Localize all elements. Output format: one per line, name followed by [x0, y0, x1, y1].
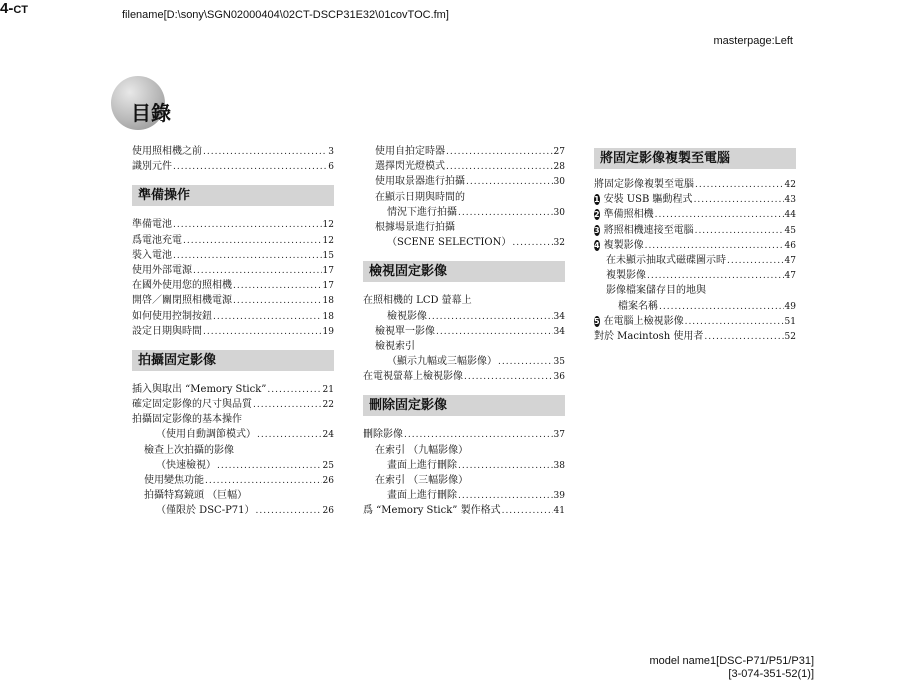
toc-entry[interactable] — [132, 217, 334, 232]
toc-entry[interactable] — [363, 354, 565, 369]
toc-entry[interactable] — [363, 293, 565, 308]
dot-leader — [256, 504, 322, 519]
toc-entry-title: 拍攝特寫鏡頭 （巨幅） — [144, 490, 248, 502]
spacer — [132, 339, 334, 350]
toc-entry[interactable] — [132, 427, 334, 442]
toc-entry-title: 將固定影像複製至電腦 — [594, 179, 694, 190]
toc-entry-page: 51 — [784, 316, 796, 327]
toc-entry-page: 34 — [553, 326, 565, 337]
toc-entry[interactable] — [132, 309, 334, 324]
dot-leader — [404, 428, 553, 443]
toc-entry-page: 42 — [784, 180, 796, 190]
filename-header: filename[D:\sony\SGN02000404\02CT-DSCP31E32\01covTOC.fm] — [122, 9, 449, 21]
dot-leader — [685, 315, 784, 330]
toc-entry-page: 22 — [322, 400, 334, 411]
dot-leader — [267, 383, 321, 398]
toc-entry[interactable] — [363, 427, 565, 442]
toc-entry-title: 在索引 （九幅影像） — [375, 444, 469, 456]
dot-leader — [436, 325, 553, 340]
toc-entry-page: 28 — [553, 162, 565, 173]
toc-entry[interactable] — [363, 324, 565, 339]
dot-leader — [695, 224, 784, 239]
toc-entry-title: 情況下進行拍攝 — [387, 206, 457, 218]
toc-entry-page: 3 — [328, 147, 334, 157]
toc-entry[interactable] — [594, 253, 796, 268]
dot-leader — [458, 489, 553, 504]
toc-entry-title: 使用照相機之前 — [132, 146, 202, 157]
toc-entry-page: 49 — [784, 301, 796, 312]
masterpage-label: masterpage:Left — [713, 35, 793, 47]
dot-leader — [203, 145, 327, 160]
toc-entry-page: 18 — [322, 311, 334, 322]
toc-entry-page: 37 — [553, 430, 565, 441]
toc-entry-title: 檢視影像 — [387, 310, 427, 322]
toc-entry-page: 15 — [322, 250, 334, 261]
toc-entry-title: 影像檔案儲存目的地與 — [606, 285, 706, 297]
toc-entry[interactable] — [363, 190, 565, 205]
toc-entry[interactable] — [132, 144, 334, 159]
toc-entry[interactable] — [594, 177, 796, 192]
toc-entry-page: 47 — [784, 271, 796, 282]
dot-leader — [645, 239, 784, 254]
toc-entry-title: 裝入電池 — [132, 249, 172, 261]
toc-entry-title: （顯示九幅或三幅影像） — [387, 356, 497, 368]
toc-entry[interactable] — [363, 473, 565, 488]
toc-entry-title: 在國外使用您的照相機 — [132, 280, 232, 292]
toc-entry[interactable] — [132, 263, 334, 278]
toc-entry-title: 檢視單一影像 — [375, 325, 435, 337]
dot-leader — [203, 325, 322, 340]
model-line-2: [3-074-351-52(1)] — [728, 668, 814, 680]
toc-entry-title: 準備照相機 — [603, 209, 654, 221]
toc-entry-title: 爲電池充電 — [132, 234, 182, 246]
dot-leader — [464, 370, 553, 385]
dot-leader — [458, 459, 553, 474]
toc-entry-title: 檔案名稱 — [618, 300, 658, 312]
dot-leader — [253, 398, 322, 413]
toc-entry-title: 使用自拍定時器 — [375, 146, 445, 157]
spacer — [132, 371, 334, 382]
toc-entry-title: 準備電池 — [132, 219, 172, 231]
dot-leader — [446, 160, 553, 175]
toc-entry[interactable] — [594, 192, 796, 207]
toc-entry-title: 在電視螢幕上檢視影像 — [363, 371, 463, 383]
toc-column-2 — [363, 144, 565, 519]
toc-entry-title: （僅限於 DSC-P71） — [156, 505, 255, 517]
toc-entry[interactable] — [363, 488, 565, 503]
toc-entry-title: 對於 Macintosh 使用者 — [594, 330, 704, 342]
toc-entry-page: 17 — [322, 265, 334, 276]
section-heading: 檢視固定影像 — [363, 261, 565, 282]
toc-entry-page: 17 — [322, 281, 334, 292]
section-heading: 拍攝固定影像 — [132, 350, 334, 371]
dot-leader — [193, 264, 322, 279]
page-number-value: 4- — [0, 0, 14, 17]
toc-entry[interactable] — [132, 159, 334, 174]
toc-column-1 — [132, 144, 334, 519]
toc-entry[interactable] — [132, 248, 334, 263]
toc-entry[interactable] — [132, 324, 334, 339]
toc-entry[interactable] — [363, 309, 565, 324]
toc-entry-title: 複製影像 — [603, 239, 644, 251]
page-number-suffix: CT — [13, 4, 29, 16]
dot-leader — [727, 254, 784, 269]
toc-entry-page: 26 — [322, 506, 334, 517]
step-number-icon: 5 — [594, 316, 600, 326]
toc-entry-title: 拍攝固定影像的基本操作 — [132, 414, 242, 426]
dot-leader — [233, 294, 322, 309]
toc-entry-title: 根據場景進行拍攝 — [375, 221, 455, 233]
toc-entry-page: 39 — [553, 491, 565, 502]
toc-entry-title: 檢查上次拍攝的影像 — [144, 444, 234, 456]
spacer — [363, 282, 565, 293]
dot-leader — [257, 428, 322, 443]
toc-entry-title: 複製影像 — [606, 270, 646, 282]
page-title: 目錄 — [131, 101, 171, 125]
toc-entry-title: 在未顯示抽取式磁碟圖示時 — [606, 254, 726, 266]
toc-entry-title: 開啓／關閉照相機電源 — [132, 295, 232, 307]
section-heading: 刪除固定影像 — [363, 395, 565, 416]
toc-entry-title: 爲 “Memory Stick” 製作格式 — [363, 505, 501, 517]
toc-entry[interactable] — [132, 293, 334, 308]
toc-entry-page: 32 — [553, 238, 565, 249]
toc-entry-title: 在顯示日期與時間的 — [375, 191, 465, 203]
toc-entry[interactable] — [594, 329, 796, 344]
toc-entry[interactable] — [132, 278, 334, 293]
dot-leader — [183, 234, 322, 249]
toc-entry-title: 選擇閃光燈模式 — [375, 161, 445, 173]
dot-leader — [233, 279, 322, 294]
toc-entry[interactable] — [594, 283, 796, 298]
toc-entry[interactable] — [594, 314, 796, 329]
toc-entry-title: （SCENE SELECTION） — [387, 237, 512, 249]
toc-entry[interactable] — [132, 443, 334, 458]
dot-leader — [446, 145, 553, 160]
dot-leader — [466, 175, 553, 190]
toc-entry[interactable] — [363, 503, 565, 518]
toc-entry[interactable] — [363, 220, 565, 235]
dot-leader — [655, 208, 784, 223]
dot-leader — [647, 269, 784, 284]
spacer — [363, 416, 565, 427]
toc-entry-title: 在照相機的 LCD 螢幕上 — [363, 295, 472, 307]
toc-entry-title: 插入與取出 “Memory Stick” — [132, 383, 267, 395]
toc-entry[interactable] — [363, 174, 565, 189]
toc-entry[interactable] — [132, 488, 334, 503]
step-number-icon: 4 — [594, 240, 600, 250]
toc-entry-title: 識別元件 — [132, 161, 172, 173]
toc-entry[interactable] — [594, 299, 796, 314]
toc-entry-title: 使用外部電源 — [132, 264, 192, 276]
toc-entry-title: 如何使用控制按鈕 — [132, 310, 212, 322]
spacer — [132, 206, 334, 217]
toc-entry-page: 35 — [553, 357, 565, 368]
dot-leader — [659, 300, 784, 315]
toc-entry[interactable] — [132, 503, 334, 518]
toc-entry-title: 確定固定影像的尺寸與品質 — [132, 399, 252, 411]
toc-entry-page: 26 — [322, 476, 334, 486]
dot-leader — [502, 504, 553, 519]
dot-leader — [205, 474, 322, 489]
toc-entry[interactable] — [594, 238, 796, 253]
toc-entry-page: 47 — [784, 255, 796, 266]
toc-entry-page: 36 — [553, 372, 565, 383]
toc-entry[interactable] — [363, 443, 565, 458]
toc-entry-page: 41 — [553, 506, 565, 517]
step-number-icon: 3 — [594, 225, 600, 235]
toc-entry-title: 使用取景器進行拍攝 — [375, 176, 465, 188]
toc-entry-page: 27 — [553, 147, 565, 157]
section-heading: 準備操作 — [132, 185, 334, 206]
spacer — [132, 174, 334, 185]
toc-entry[interactable] — [594, 268, 796, 283]
toc-entry-page: 25 — [322, 460, 334, 471]
dot-leader — [173, 249, 322, 264]
toc-entry-page: 30 — [553, 177, 565, 188]
toc-entry-title: 使用變焦功能 — [144, 475, 204, 486]
toc-entry-page: 24 — [322, 430, 334, 441]
dot-leader — [173, 218, 322, 233]
toc-entry-page: 52 — [784, 331, 796, 342]
dot-leader — [428, 310, 553, 325]
toc-entry-title: 畫面上進行刪除 — [387, 459, 457, 471]
toc-entry[interactable] — [363, 369, 565, 384]
toc-entry[interactable] — [363, 159, 565, 174]
dot-leader — [695, 178, 784, 193]
spacer — [594, 169, 796, 177]
toc-entry[interactable] — [132, 458, 334, 473]
spacer — [363, 384, 565, 395]
toc-entry[interactable] — [594, 207, 796, 222]
toc-entry-title: 將照相機連接至電腦 — [603, 224, 694, 236]
dot-leader — [704, 330, 783, 345]
toc-entry[interactable] — [132, 473, 334, 488]
toc-entry-title: 檢視索引 — [375, 340, 415, 352]
step-number-icon: 2 — [594, 210, 600, 220]
model-line-1: model name1[DSC-P71/P51/P31] — [649, 655, 814, 667]
dot-leader — [498, 355, 553, 370]
toc-entry-page: 38 — [553, 460, 565, 471]
toc-entry-page: 46 — [784, 240, 796, 251]
toc-entry-title: 在電腦上檢視影像 — [603, 315, 684, 327]
toc-entry-title: （快速檢視） — [156, 459, 216, 471]
toc-entry-page: 43 — [784, 195, 796, 206]
toc-entry-title: （使用自動調節模式） — [156, 429, 256, 441]
dot-leader — [173, 160, 327, 175]
toc-entry[interactable] — [132, 412, 334, 427]
toc-entry-title: 刪除影像 — [363, 429, 403, 441]
toc-entry[interactable] — [132, 382, 334, 397]
model-name-footer — [650, 655, 814, 681]
toc-entry-page: 34 — [553, 311, 565, 322]
dot-leader — [512, 236, 552, 251]
step-number-icon: 1 — [594, 195, 600, 205]
toc-entry-page: 12 — [322, 220, 334, 231]
toc-entry[interactable] — [363, 339, 565, 354]
spacer — [363, 250, 565, 261]
toc-entry[interactable] — [363, 205, 565, 220]
toc-entry-title: 畫面上進行刪除 — [387, 490, 457, 502]
toc-entry-page: 12 — [322, 235, 334, 246]
section-heading: 將固定影像複製至電腦 — [594, 148, 796, 169]
toc-entry-title: 安裝 USB 驅動程式 — [603, 194, 693, 206]
toc-entry[interactable] — [363, 458, 565, 473]
toc-entry[interactable] — [363, 235, 565, 250]
toc-entry[interactable] — [594, 223, 796, 238]
toc-entry[interactable] — [132, 233, 334, 248]
toc-entry-page: 44 — [784, 210, 796, 221]
toc-entry-page: 6 — [328, 162, 334, 173]
toc-column-3 — [594, 148, 796, 344]
dot-leader — [213, 310, 322, 325]
dot-leader — [217, 459, 322, 474]
toc-entry-page: 18 — [322, 296, 334, 307]
toc-entry-title: 在索引 （三幅影像） — [375, 475, 469, 486]
toc-entry-page: 19 — [322, 326, 334, 337]
toc-entry-page: 30 — [553, 207, 565, 218]
dot-leader — [458, 206, 553, 221]
toc-entry[interactable] — [132, 397, 334, 412]
toc-entry[interactable] — [363, 144, 565, 159]
toc-entry-page: 45 — [784, 225, 796, 236]
dot-leader — [694, 193, 784, 208]
toc-entry-title: 設定日期與時間 — [132, 325, 202, 337]
toc-entry-page: 21 — [322, 384, 334, 395]
